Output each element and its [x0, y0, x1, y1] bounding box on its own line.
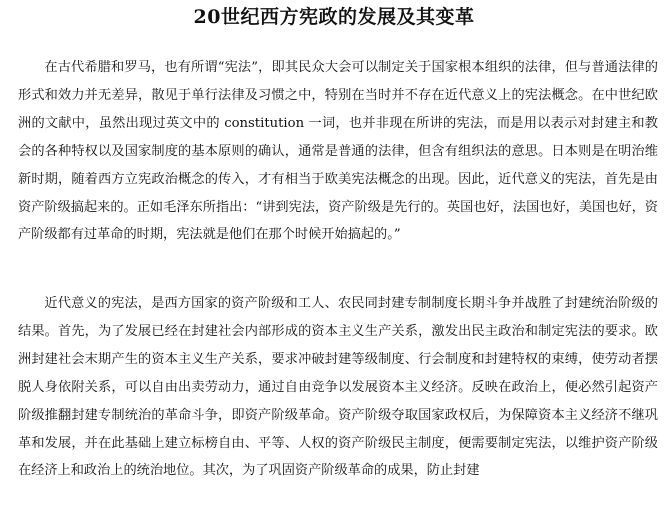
document-title: 20世纪西方宪政的发展及其变革: [193, 6, 475, 28]
paragraph-1: 在古代希腊和罗马，也有所谓“宪法”，即其民众大会可以制定关于国家根本组织的法律，但与普通法律的形式和效力并无差异，散见于单行法律及习惯之中，特别在当时并不存在近代意义上的宪法概念。在中世纪欧洲的文献中，虽然出现过英文中的 constitution 一词，也并非现在所讲的宪法，而是用以表示对封建主和教会的各种特权以及国家制度的基本原则的确认，通常是普通的法律，但含有组织法的意思。日本则是在明治维新时期，随着西方立宪政治概念的传入，才有相当于欧美宪法概念的出现。因此，近代意义的宪法，首先是由资产阶级搞起来的。正如毛泽东所指出：“讲到宪法，资产阶级是先行的。英国也好，法国也好，美国也好，资产阶级都有过革命的时期，宪法就是他们在那个时候开始搞起的。”: [18, 60, 658, 243]
paragraph-2: 近代意义的宪法，是西方国家的资产阶级和工人、农民同封建专制制度长期斗争并战胜了封建统治阶级的结果。首先，为了发展已经在封建社会内部形成的资本主义生产关系，激发出民主政治和制定宪法的要求。欧洲封建社会末期产生的资本主义生产关系，要求冲破封建等级制度、行会制度和封建特权的束缚，使劳动者摆脱人身依附关系，可以自由出卖劳动力，通过自由竞争以发展资本主义经济。反映在政治上，便必然引起资产阶级推翻封建专制统治的革命斗争，即资产阶级革命。资产阶级夺取国家政权后，为保障资本主义经济不继巩革和发展，并在此基础上建立标榜自由、平等、人权的资产阶级民主制度，便需要制定宪法，以维护资产阶级在经济上和政治上的统治地位。其次，为了巩固资产阶级革命的成果，防止封建: [18, 296, 658, 479]
